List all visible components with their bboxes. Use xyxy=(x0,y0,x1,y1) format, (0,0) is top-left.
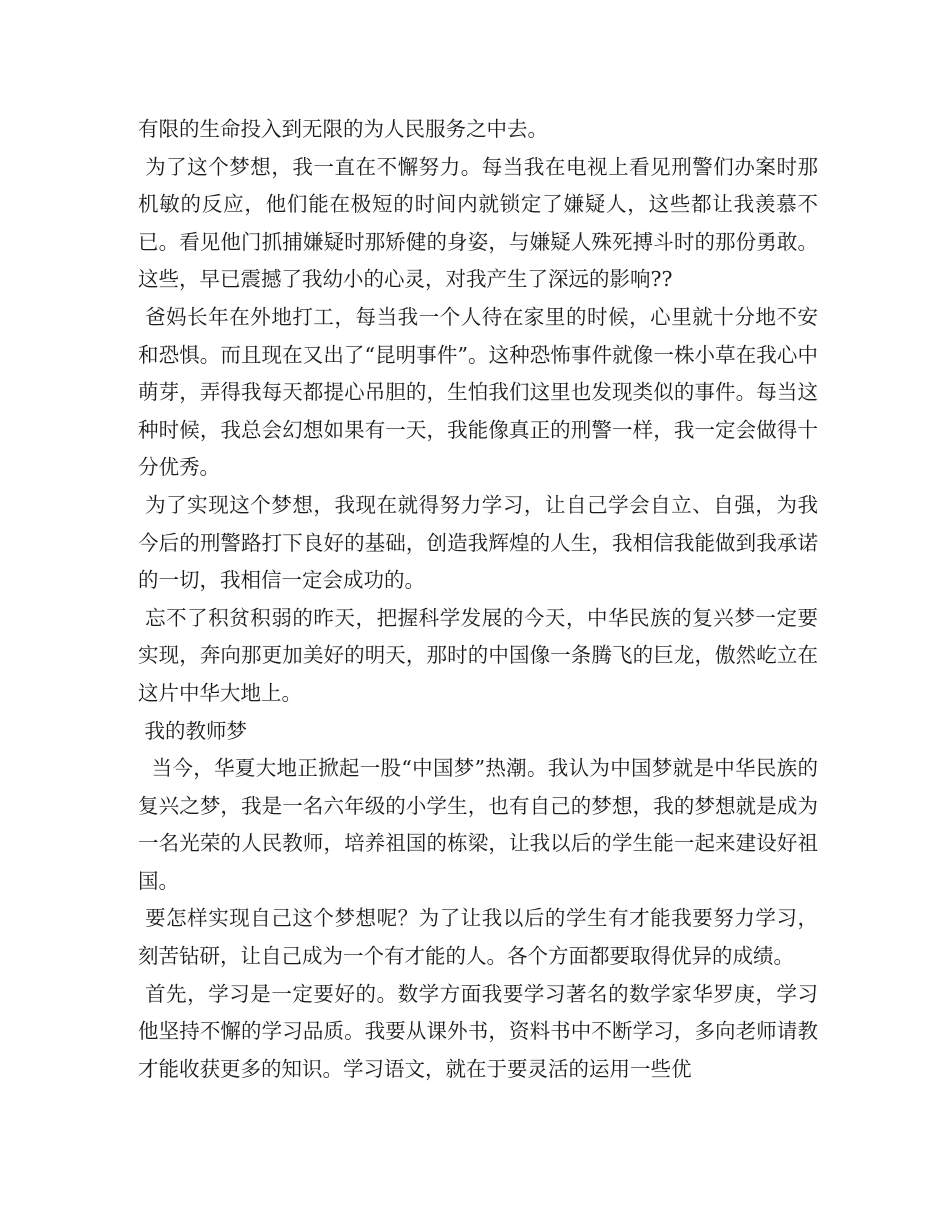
section-heading: 我的教师梦 xyxy=(138,718,248,743)
paragraph-1: 有限的生命投入到无限的为人民服务之中去。 xyxy=(138,117,548,141)
paragraph-7: 要怎样实现自己这个梦想呢？为了让我以后的学生有才能我要努力学习，刻苦钻研，让自己成为一个有才能的人。各个方面都要取得优异的成绩。 xyxy=(138,906,818,969)
paragraph-2: 为了这个梦想，我一直在不懈努力。每当我在电视上看见刑警们办案时那机敏的反应，他们能在极短的时间内就锁定了嫌疑人，这些都让我羡慕不已。看见他门抓捕嫌疑时那矫健的身姿，与嫌疑人殊死搏斗时的那份勇敢。这些，早已震撼了我幼小的心灵，对我产生了深远的影响?? xyxy=(138,154,818,292)
document-body xyxy=(138,111,818,1088)
paragraph-3: 爸妈长年在外地打工，每当我一个人待在家里的时候，心里就十分地不安和恐惧。而且现在又出了“昆明事件”。这种恐怖事件就像一株小草在我心中萌芽，弄得我每天都提心吊胆的，生怕我们这里也发现类似的事件。每当这种时候，我总会幻想如果有一天，我能像真正的刑警一样，我一定会做得十分优秀。 xyxy=(138,304,818,480)
paragraph-4: 为了实现这个梦想，我现在就得努力学习，让自己学会自立、自强，为我今后的刑警路打下良好的基础，创造我辉煌的人生，我相信我能做到我承诺的一切，我相信一定会成功的。 xyxy=(138,492,818,593)
paragraph-5: 忘不了积贫积弱的昨天，把握科学发展的今天，中华民族的复兴梦一定要实现，奔向那更加美好的明天，那时的中国像一条腾飞的巨龙，傲然屹立在这片中华大地上。 xyxy=(138,605,818,705)
paragraph-6: 当今，华夏大地正掀起一股“中国梦”热潮。我认为中国梦就是中华民族的复兴之梦，我是一名六年级的小学生，也有自己的梦想，我的梦想就是成为一名光荣的人民教师，培养祖国的栋梁，让我以后的学生能一起来建设好祖国。 xyxy=(138,756,818,893)
paragraph-8: 首先，学习是一定要好的。数学方面我要学习著名的数学家华罗庚，学习他坚持不懈的学习品质。我要从课外书，资料书中不断学习，多向老师请教才能收获更多的知识。学习语文，就在于要灵活的运用一些优 xyxy=(138,981,818,1081)
